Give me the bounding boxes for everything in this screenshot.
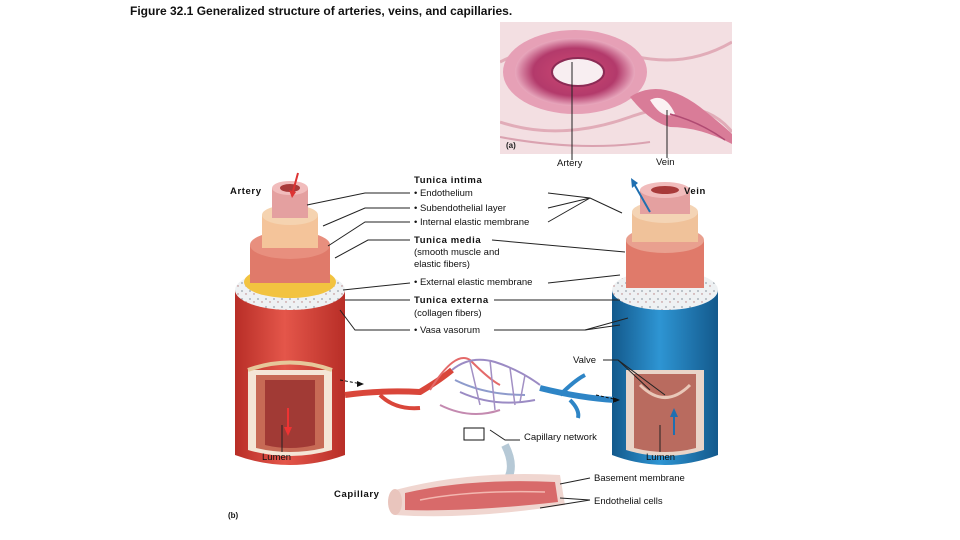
vasa-vasorum-label: • Vasa vasorum — [414, 325, 480, 336]
capillary-network-label: Capillary network — [524, 432, 597, 443]
tunica-media-detail-2: elastic fibers) — [414, 259, 470, 270]
capillary-network-illustration — [340, 358, 620, 440]
external-elastic-membrane-label: • External elastic membrane — [414, 277, 533, 288]
svg-text:(a): (a) — [506, 141, 516, 150]
panel-b-letter: (b) — [228, 511, 239, 520]
tunica-media-label: Tunica media — [414, 235, 482, 246]
lumen-right-label: Lumen — [646, 452, 676, 463]
lumen-left-label: Lumen — [262, 452, 292, 463]
vein-label: Vein — [684, 186, 706, 197]
internal-elastic-membrane-label: • Internal elastic membrane — [414, 217, 530, 228]
artery-label: Artery — [230, 186, 262, 197]
micrograph-artery-label: Artery — [557, 158, 583, 169]
artery-illustration — [235, 173, 345, 465]
capillary-label: Capillary — [334, 489, 380, 500]
micrograph-vein-label: Vein — [656, 157, 675, 168]
vein-illustration — [612, 178, 718, 465]
valve-label: Valve — [573, 355, 597, 366]
tunica-externa-detail: (collagen fibers) — [414, 308, 482, 319]
tunica-externa-label: Tunica externa — [414, 295, 489, 306]
capillary-detail-illustration — [388, 445, 565, 516]
basement-membrane-label: Basement membrane — [594, 473, 685, 484]
endothelial-cells-label: Endothelial cells — [594, 496, 663, 507]
tunica-intima-label: Tunica intima — [414, 175, 483, 186]
endothelium-label: • Endothelium — [414, 188, 473, 199]
tunica-media-detail-1: (smooth muscle and — [414, 247, 500, 258]
figure-title: Figure 32.1 Generalized structure of arteries, veins, and capillaries. — [130, 4, 513, 18]
subendothelial-layer-label: • Subendothelial layer — [414, 203, 507, 214]
